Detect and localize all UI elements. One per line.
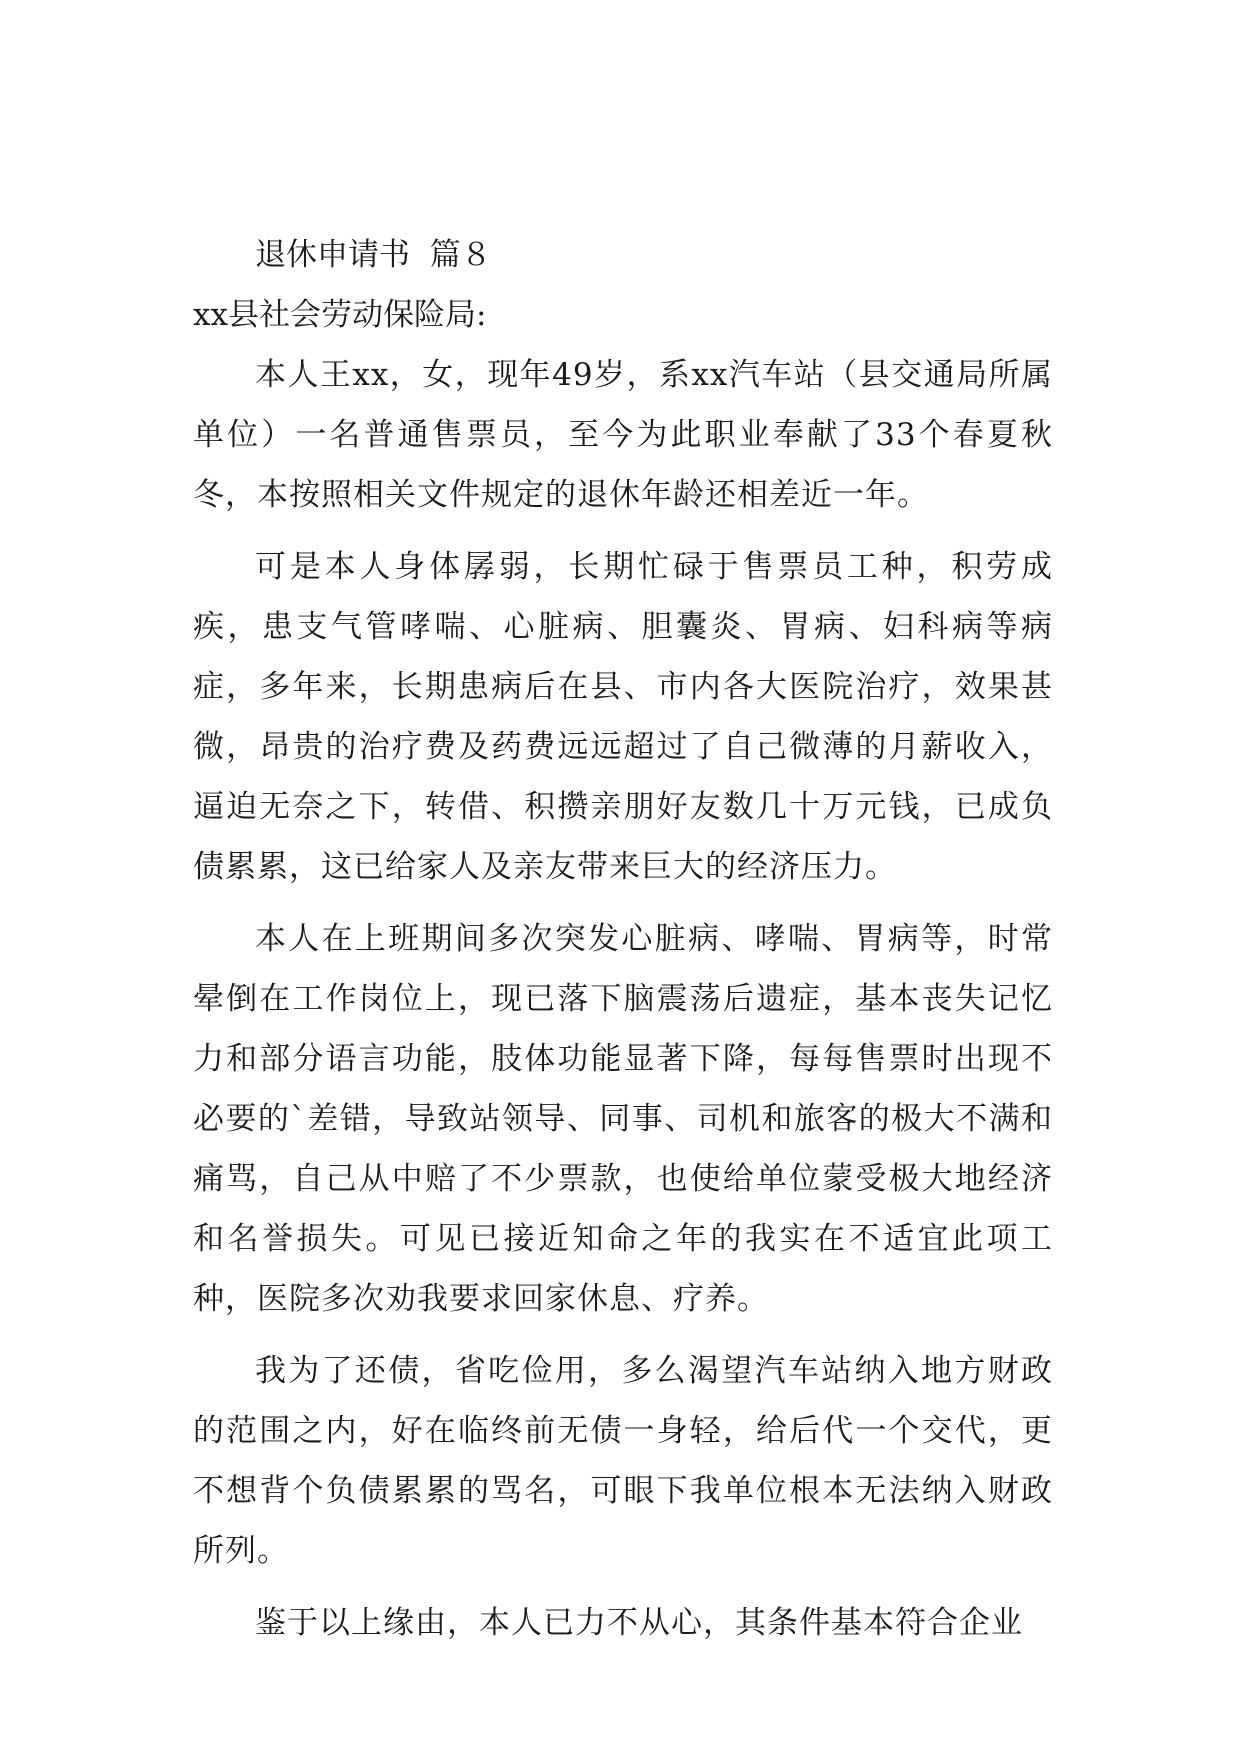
paragraph-4: 我为了还债，省吃俭用，多么渴望汽车站纳入地方财政的范围之内，好在临终前无债一身轻，给后代一个交代，更不想背个负债累累的骂名，可眼下我单位根本无法纳入财政所列。	[193, 1353, 1053, 1569]
paragraph-3: 本人在上班期间多次突发心脏病、哮喘、胃病等，时常晕倒在工作岗位上，现已落下脑震荡后遗症，基本丧失记忆力和部分语言功能，肢体功能显著下降，每每售票时出现不必要的`差错，导致站领导、同事、司机和旅客的极大不满和痛骂，自己从中赔了不少票款，也使给单位蒙受极大地经济和名誉损失。可见已接近知命之年的我实在不适宜此项工种，医院多次劝我要求回家休息、疗养。	[193, 921, 1053, 1317]
document-title: 退休申请书 篇８	[255, 237, 492, 273]
salutation: xx县社会劳动保险局:	[193, 297, 487, 333]
paragraph-5: 鉴于以上缘由，本人已力不从心，其条件基本符合企业	[255, 1605, 1023, 1641]
document-body	[193, 225, 1053, 1653]
paragraph-1: 本人王xx，女，现年49岁，系xx汽车站（县交通局所属单位）一名普通售票员，至今为此职业奉献了33个春夏秋冬，本按照相关文件规定的退休年龄还相差近一年。	[193, 357, 1053, 513]
paragraph-2: 可是本人身体孱弱，长期忙碌于售票员工种，积劳成疾，患支气管哮喘、心脏病、胆囊炎、胃病、妇科病等病症，多年来，长期患病后在县、市内各大医院治疗，效果甚微，昂贵的治疗费及药费远远超过了自己微薄的月薪收入，逼迫无奈之下，转借、积攒亲朋好友数几十万元钱，已成负债累累，这已给家人及亲友带来巨大的经济压力。	[193, 549, 1053, 885]
